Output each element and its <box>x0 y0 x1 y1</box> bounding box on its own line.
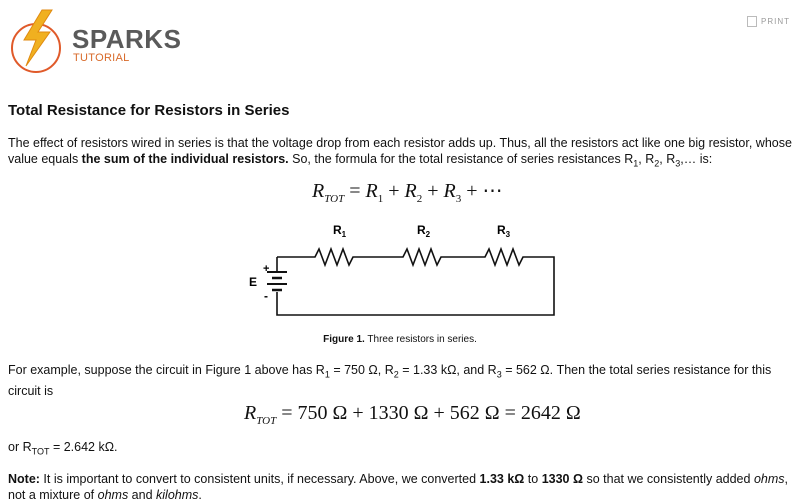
print-label: PRINT <box>761 17 790 26</box>
minus-sign: - <box>264 289 268 303</box>
figure-caption: Figure 1. Three resistors in series. <box>323 334 477 345</box>
brand-name: SPARKS <box>72 24 182 54</box>
plus-sign: + <box>263 263 270 275</box>
intro-paragraph: The effect of resistors wired in series is that the voltage drop from each resistor adds up. Thus, all the resistors act like one big resistor, whose value equals the sum of the individual resistors. So, the formula for the total resistance of series resistances $R_1$, $R_2$, $R_3,\dots$ is: <box>8 136 792 169</box>
page-title: Total Resistance for Resistors in Series <box>8 102 290 119</box>
r1-label: $R_1$ <box>333 223 347 239</box>
example-paragraph: For example, suppose the circuit in Figure 1 above has $R_1 = 750$ Ω, $R_2 = 1.33$ kΩ, and $R_3 = 562$ Ω. Then the total series resistance for this circuit is <box>8 363 772 398</box>
series-formula: $R_{TOT} = R_1 + R_2 + R_3$ + ⋯ <box>312 180 503 205</box>
r3-label: $R_3$ <box>497 223 511 239</box>
print-button[interactable] <box>747 16 790 27</box>
brand-tagline: TUTORIAL <box>73 52 130 64</box>
source-label: E <box>249 275 258 289</box>
spark-logo-icon <box>6 6 70 76</box>
result-line: or $R_{TOT} = 2.642$ kΩ. <box>8 440 118 457</box>
print-icon <box>747 16 757 27</box>
note-paragraph: Note: It is important to convert to consistent units, if necessary. Above, we converted 1.33 kΩ to 1330 Ω so that we consistently added ohms, not a mixture of ohms and kilohms. <box>8 472 788 502</box>
example-formula: $R_{TOT} = 750$ Ω + 1330 Ω + 562 Ω = 2642 Ω <box>244 402 581 427</box>
series-circuit-diagram <box>245 220 565 325</box>
r2-label: $R_2$ <box>417 223 431 239</box>
